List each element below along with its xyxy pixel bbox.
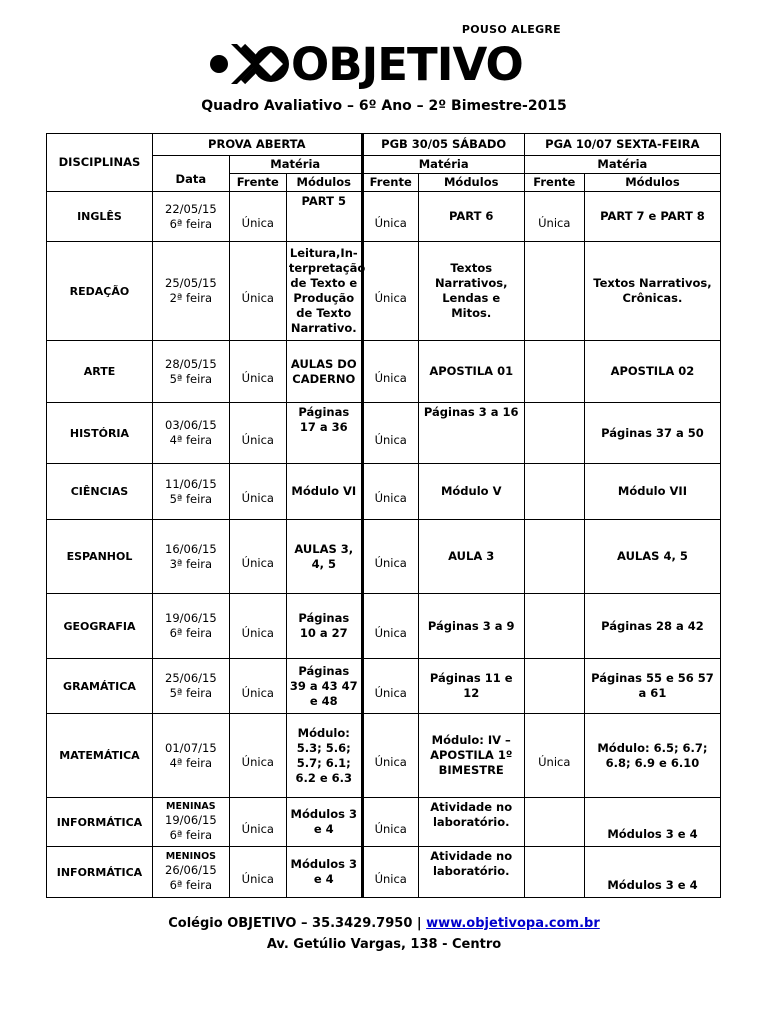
- frente-cell: Única: [362, 403, 418, 464]
- modulos-cell: AULAS 3, 4, 5: [286, 520, 362, 594]
- frente-cell: Única: [362, 341, 418, 403]
- frente-cell: Única: [229, 714, 286, 798]
- modulos-cell: Páginas 55 e 56 57 a 61: [584, 659, 720, 714]
- disciplinas-header: DISCIPLINAS: [47, 134, 153, 192]
- data-header: Data: [152, 156, 229, 192]
- frente-cell: [524, 594, 584, 659]
- frente-cell: Única: [229, 403, 286, 464]
- frente-cell: Única: [362, 594, 418, 659]
- frente-cell: [524, 403, 584, 464]
- weekday-value: 4ª feira: [169, 433, 213, 447]
- frente-cell: Única: [362, 192, 418, 242]
- page-title: Quadro Avaliativo – 6º Ano – 2º Bimestre-2015: [201, 98, 567, 114]
- discipline-cell: MATEMÁTICA: [47, 714, 153, 798]
- modulos-cell: Páginas 17 a 36: [286, 403, 362, 464]
- date-cell: [152, 192, 229, 242]
- date-value: 03/06/15: [165, 418, 217, 432]
- modulos-cell: Textos Narrativos, Crônicas.: [584, 242, 720, 341]
- table-row: [47, 714, 721, 798]
- modulos-cell: Módulos 3 e 4: [286, 798, 362, 847]
- date-cell: [152, 847, 229, 898]
- group-label: MENINOS: [165, 851, 216, 862]
- logo-city: POUSO ALEGRE: [461, 23, 561, 36]
- modulos-cell: AULA 3: [418, 520, 524, 594]
- discipline-cell: ARTE: [47, 341, 153, 403]
- logo-brand: OBJETIVO: [291, 38, 523, 91]
- materia-header-3: Matéria: [524, 156, 720, 174]
- frente-cell: [524, 798, 584, 847]
- modulos-cell: Módulo: 5.3; 5.6; 5.7; 6.1; 6.2 e 6.3: [286, 714, 362, 798]
- objetivo-mark-icon: [207, 42, 289, 86]
- modulos-header-3: Módulos: [584, 174, 720, 192]
- discipline-cell: CIÊNCIAS: [47, 464, 153, 520]
- schedule-body: [47, 192, 721, 898]
- weekday-value: 4ª feira: [169, 755, 213, 770]
- frente-cell: [524, 520, 584, 594]
- modulos-cell: Módulo: IV – APOSTILA 1º BIMESTRE: [418, 714, 524, 798]
- modulos-cell: Páginas 11 e 12: [418, 659, 524, 714]
- modulos-cell: PART 6: [418, 192, 524, 242]
- frente-cell: Única: [229, 341, 286, 403]
- frente-cell: Única: [362, 798, 418, 847]
- modulos-cell: Módulos 3 e 4: [286, 847, 362, 898]
- frente-cell: Única: [229, 464, 286, 520]
- frente-cell: [524, 659, 584, 714]
- date-cell: [152, 403, 229, 464]
- frente-header-1: Frente: [229, 174, 286, 192]
- modulos-cell: Textos Narrativos, Lendas e Mitos.: [418, 242, 524, 341]
- discipline-cell: ESPANHOL: [47, 520, 153, 594]
- discipline-cell: HISTÓRIA: [47, 403, 153, 464]
- modulos-cell: Páginas 39 a 43 47 e 48: [286, 659, 362, 714]
- modulos-cell: Módulo VII: [584, 464, 720, 520]
- frente-cell: Única: [362, 242, 418, 341]
- date-value: 01/07/15: [165, 740, 217, 755]
- modulos-cell: Módulos 3 e 4: [584, 798, 720, 847]
- group-label: MENINAS: [166, 801, 216, 812]
- discipline-cell: GRAMÁTICA: [47, 659, 153, 714]
- pga-header: PGA 10/07 SEXTA-FEIRA: [524, 134, 720, 156]
- table-row: [47, 659, 721, 714]
- modulos-cell: APOSTILA 02: [584, 341, 720, 403]
- modulos-cell: Módulo VI: [286, 464, 362, 520]
- schedule-table: [46, 133, 721, 898]
- date-cell: [152, 341, 229, 403]
- modulos-cell: Páginas 3 a 9: [418, 594, 524, 659]
- table-row: [47, 594, 721, 659]
- table-row: [47, 242, 721, 341]
- frente-cell: Única: [229, 520, 286, 594]
- weekday-value: 5ª feira: [169, 686, 213, 700]
- modulos-cell: Páginas 3 a 16: [418, 403, 524, 464]
- modulos-cell: AULAS DO CADERNO: [286, 341, 362, 403]
- frente-cell: Única: [229, 242, 286, 341]
- table-row: [47, 847, 721, 898]
- date-cell: [152, 464, 229, 520]
- modulos-cell: APOSTILA 01: [418, 341, 524, 403]
- frente-header-2: Frente: [362, 174, 418, 192]
- frente-cell: Única: [362, 847, 418, 898]
- modulos-cell: PART 7 e PART 8: [584, 192, 720, 242]
- modulos-cell: Atividade no laboratório.: [418, 847, 524, 898]
- frente-cell: Única: [524, 714, 584, 798]
- discipline-cell: INFORMÁTICA: [47, 847, 153, 898]
- frente-cell: [524, 242, 584, 341]
- footer: [0, 913, 768, 955]
- date-value: 19/06/15: [165, 813, 217, 827]
- frente-cell: [524, 341, 584, 403]
- date-value: 25/05/15: [165, 276, 217, 290]
- pgb-header: PGB 30/05 SÁBADO: [362, 134, 524, 156]
- modulos-cell: Páginas 28 a 42: [584, 594, 720, 659]
- date-value: 22/05/15: [165, 201, 217, 216]
- frente-cell: Única: [229, 659, 286, 714]
- weekday-value: 6ª feira: [169, 878, 213, 892]
- modulos-cell: Módulo: 6.5; 6.7; 6.8; 6.9 e 6.10: [584, 714, 720, 798]
- modulos-cell: PART 5: [286, 192, 362, 242]
- materia-header-1: Matéria: [229, 156, 362, 174]
- date-value: 19/06/15: [165, 611, 217, 625]
- frente-cell: Única: [229, 594, 286, 659]
- modulos-header-2: Módulos: [418, 174, 524, 192]
- table-row: [47, 520, 721, 594]
- date-cell: [152, 659, 229, 714]
- frente-cell: Única: [229, 798, 286, 847]
- weekday-value: 6ª feira: [169, 828, 213, 842]
- table-row: [47, 798, 721, 847]
- date-cell: [152, 520, 229, 594]
- discipline-cell: GEOGRAFIA: [47, 594, 153, 659]
- frente-cell: [524, 464, 584, 520]
- date-cell: [152, 714, 229, 798]
- modulos-cell: Atividade no laboratório.: [418, 798, 524, 847]
- table-row: [47, 341, 721, 403]
- weekday-value: 5ª feira: [169, 371, 213, 386]
- frente-header-3: Frente: [524, 174, 584, 192]
- frente-cell: Única: [362, 659, 418, 714]
- date-value: 25/06/15: [165, 671, 217, 685]
- frente-cell: [524, 847, 584, 898]
- frente-cell: Única: [362, 520, 418, 594]
- modulos-cell: Módulo V: [418, 464, 524, 520]
- weekday-value: 6ª feira: [169, 626, 213, 640]
- date-cell: [152, 594, 229, 659]
- date-cell: [152, 798, 229, 847]
- modulos-cell: Páginas 37 a 50: [584, 403, 720, 464]
- table-row: [47, 464, 721, 520]
- table-row: [47, 403, 721, 464]
- modulos-header-1: Módulos: [286, 174, 362, 192]
- weekday-value: 6ª feira: [169, 216, 213, 231]
- weekday-value: 3ª feira: [169, 556, 213, 571]
- frente-cell: Única: [524, 192, 584, 242]
- modulos-cell: Páginas 10 a 27: [286, 594, 362, 659]
- discipline-cell: REDAÇÃO: [47, 242, 153, 341]
- frente-cell: Única: [229, 847, 286, 898]
- weekday-value: 5ª feira: [169, 491, 213, 506]
- website-link[interactable]: www.objetivopa.com.br: [426, 916, 600, 931]
- footer-contact: [0, 913, 768, 934]
- date-value: 28/05/15: [165, 356, 217, 371]
- date-cell: [152, 242, 229, 341]
- footer-phone: Colégio OBJETIVO – 35.3429.7950 |: [168, 916, 427, 931]
- date-value: 16/06/15: [165, 541, 217, 556]
- modulos-cell: AULAS 4, 5: [584, 520, 720, 594]
- discipline-cell: INGLÊS: [47, 192, 153, 242]
- frente-cell: Única: [229, 192, 286, 242]
- date-value: 11/06/15: [165, 476, 217, 491]
- school-logo: [205, 20, 565, 92]
- frente-cell: Única: [362, 714, 418, 798]
- frente-cell: Única: [362, 464, 418, 520]
- footer-address: Av. Getúlio Vargas, 138 - Centro: [266, 937, 502, 952]
- date-value: 26/06/15: [165, 863, 217, 877]
- discipline-cell: INFORMÁTICA: [47, 798, 153, 847]
- table-row: [47, 192, 721, 242]
- weekday-value: 2ª feira: [169, 291, 213, 305]
- modulos-cell: Leitura,In-terpretação de Texto e Produção de Texto Narrativo.: [286, 242, 362, 341]
- modulos-cell: Módulos 3 e 4: [584, 847, 720, 898]
- prova-aberta-header: PROVA ABERTA: [152, 134, 362, 156]
- materia-header-2: Matéria: [362, 156, 524, 174]
